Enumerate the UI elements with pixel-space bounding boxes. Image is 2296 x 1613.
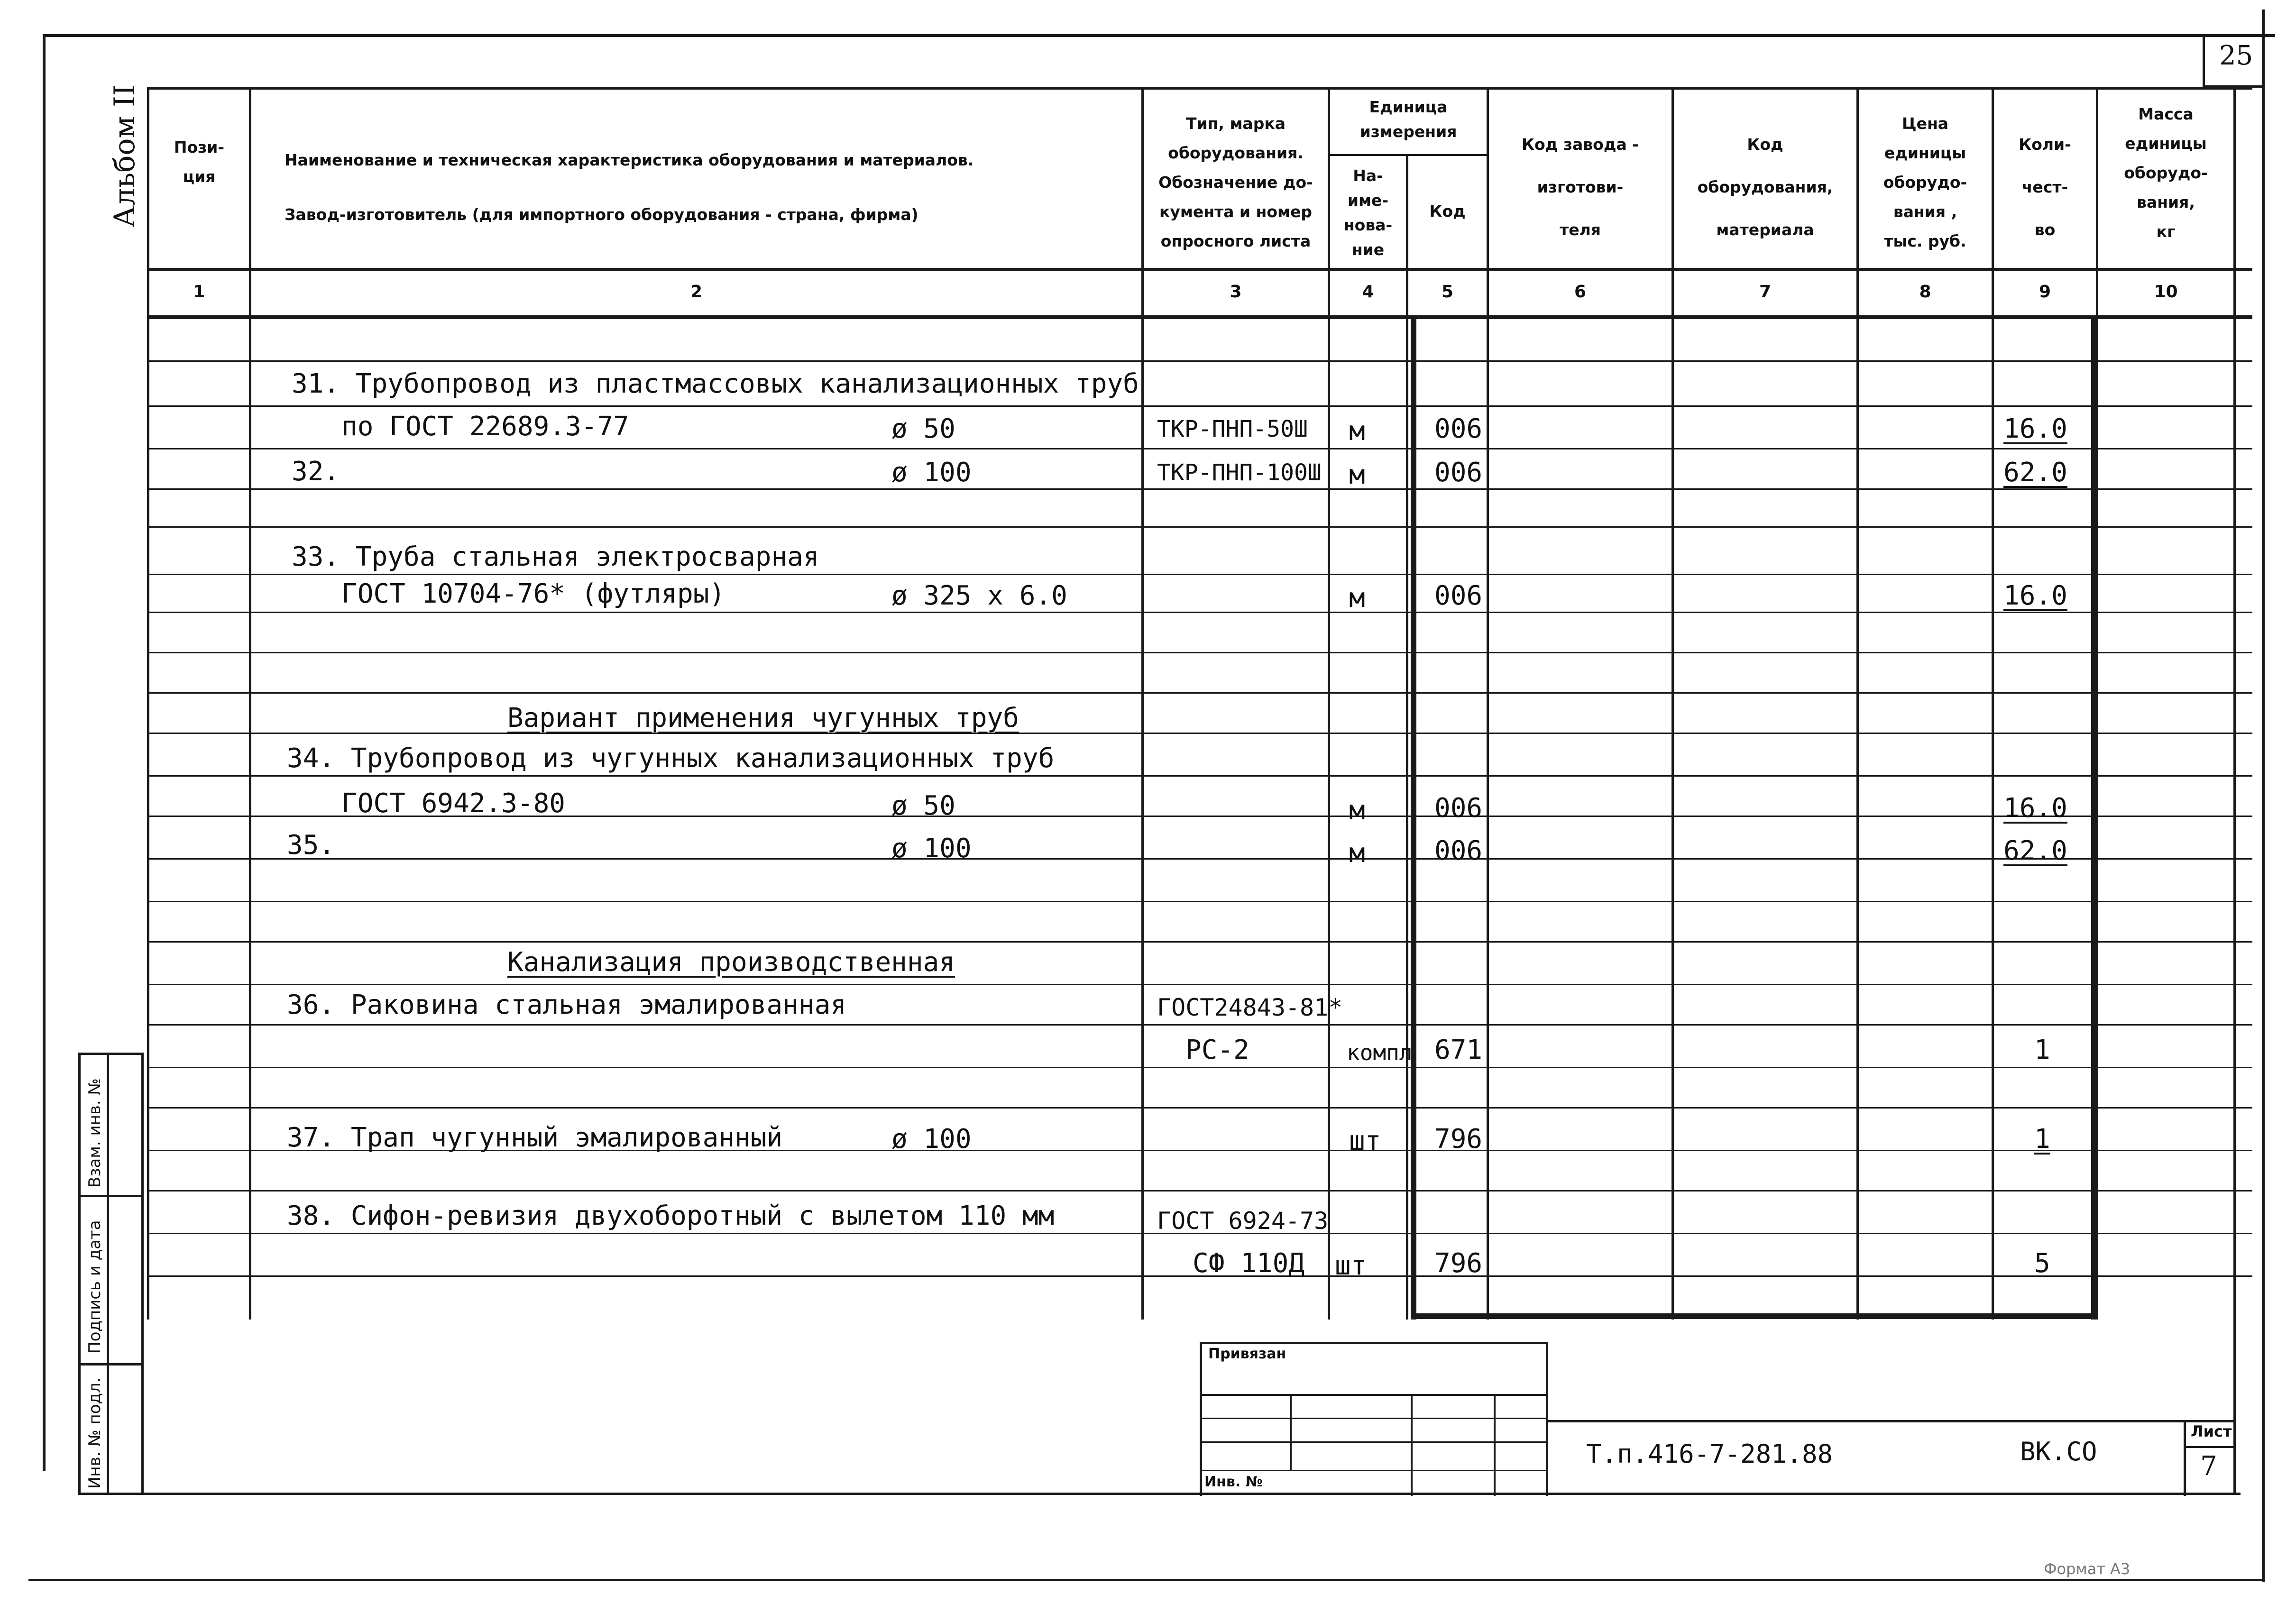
row-32-size: ø 100 <box>891 457 972 488</box>
row-35-size: ø 100 <box>891 833 972 864</box>
row-33b-qty: 16.0 <box>2003 580 2067 611</box>
row-34b-unit: м <box>1349 795 1365 826</box>
header-col-2: Наименование и техническая характеристика оборудования и материалов. Завод-изготовитель (для импортного оборудования - страна, фирма) <box>285 151 974 224</box>
row-35-unit: м <box>1349 838 1365 869</box>
section-industrial-sewerage: Канализация производственная <box>507 947 955 978</box>
row-37-code: 796 <box>1434 1124 1483 1155</box>
header-col-3: Тип, марка оборудования. Обозначение до- кумента и номер опросного листа <box>1158 114 1313 250</box>
row-31b-name: по ГОСТ 22689.3-77 <box>341 411 629 442</box>
sheet-label: Лист <box>2191 1422 2232 1440</box>
privyazan-label: Привязан <box>1208 1346 1286 1362</box>
row-32-qty: 62.0 <box>2003 457 2067 488</box>
section-cast-iron-variant: Вариант применения чугунных труб <box>507 703 1019 733</box>
row-31b-type: ТКР-ПНП-50Ш <box>1157 416 1308 442</box>
document-code: Т.п.416-7-281.88 <box>1586 1439 1833 1469</box>
frame-bottom <box>28 1579 2265 1581</box>
row-31b-code: 006 <box>1434 413 1483 444</box>
row-34b-code: 006 <box>1434 793 1483 824</box>
row-38-type: ГОСТ 6924-73 <box>1157 1207 1329 1235</box>
header-col-4: На- име- нова- ние <box>1343 166 1393 259</box>
row-36-name: 36. Раковина стальная эмалированная <box>287 990 847 1020</box>
album-label: Альбом II <box>108 84 141 228</box>
row-34b-qty: 16.0 <box>2003 793 2067 824</box>
side-label-replaced-inv: Взам. инв. № <box>85 1078 104 1188</box>
row-38b-qty: 5 <box>2034 1248 2050 1279</box>
row-35-qty: 62.0 <box>2003 835 2067 866</box>
row-38b-unit: шт <box>1335 1250 1367 1281</box>
row-37-unit: шт <box>1349 1126 1381 1156</box>
row-37-qty: 1 <box>2034 1124 2050 1155</box>
row-38b-type: СФ 110Д <box>1193 1248 1305 1279</box>
row-32-code: 006 <box>1434 457 1483 488</box>
format-label: Формат А3 <box>2044 1560 2131 1578</box>
header-col-8: Цена единицы оборудо- вания , тыс. руб. <box>1883 114 1967 250</box>
frame-top <box>43 34 2275 37</box>
row-38b-code: 796 <box>1434 1248 1483 1279</box>
row-38-name: 38. Сифон-ревизия двухоборотный с вылетом 110 мм <box>287 1201 1055 1231</box>
header-col-9: Коли- чест- во <box>2019 135 2071 239</box>
row-32-unit: м <box>1349 459 1365 490</box>
side-label-original-inv: Инв. № подл. <box>85 1377 104 1489</box>
row-31b-size: ø 50 <box>891 413 955 444</box>
row-35-code: 006 <box>1434 835 1483 866</box>
document-mark: ВК.СО <box>2020 1437 2097 1466</box>
row-37-name: 37. Трап чугунный эмалированный <box>287 1122 783 1153</box>
row-33b-name: ГОСТ 10704-76* (футляры) <box>341 578 726 609</box>
frame-right <box>2262 9 2265 1582</box>
frame-left <box>43 34 46 1471</box>
header-unit-group: Единица измерения <box>1359 98 1457 141</box>
row-31b-qty: 16.0 <box>2003 413 2067 444</box>
row-31b-unit: м <box>1349 416 1365 447</box>
row-33b-size: ø 325 x 6.0 <box>891 580 1067 611</box>
row-33b-unit: м <box>1349 583 1365 614</box>
header-col-5: Код <box>1429 202 1466 220</box>
row-34b-name: ГОСТ 6942.3-80 <box>341 788 566 819</box>
corner-sheet-number: 25 <box>2219 40 2253 71</box>
row-37-size: ø 100 <box>891 1124 972 1155</box>
header-col-6: Код завода - изготови- теля <box>1522 135 1639 239</box>
row-34b-size: ø 50 <box>891 790 955 821</box>
row-31-name: 31. Трубопровод из пластмассовых канализационных труб <box>292 368 1139 399</box>
inv-no-label: Инв. № <box>1204 1474 1263 1490</box>
row-34-name: 34. Трубопровод из чугунных канализационных труб <box>287 743 1055 774</box>
row-33-name: 33. Труба стальная электросварная <box>292 541 819 572</box>
sheet-number: 7 <box>2200 1451 2217 1482</box>
row-33b-code: 006 <box>1434 580 1483 611</box>
side-label-signature-date: Подпись и дата <box>85 1220 104 1354</box>
row-36b-type: РС-2 <box>1185 1035 1249 1065</box>
row-32-type: ТКР-ПНП-100Ш <box>1157 459 1322 486</box>
header-col-10: Масса единицы оборудо- вания, кг <box>2124 105 2208 241</box>
row-35-name: 35. <box>287 830 335 861</box>
row-36-type: ГОСТ24843-81* <box>1157 994 1343 1021</box>
header-col-7: Код оборудования, материала <box>1697 135 1833 239</box>
row-36b-code: 671 <box>1434 1035 1483 1065</box>
header-col-1: Пози- ция <box>174 138 225 186</box>
row-32-name: 32. <box>292 456 340 487</box>
row-36b-unit: компл <box>1347 1040 1413 1065</box>
row-36b-qty: 1 <box>2034 1035 2050 1065</box>
